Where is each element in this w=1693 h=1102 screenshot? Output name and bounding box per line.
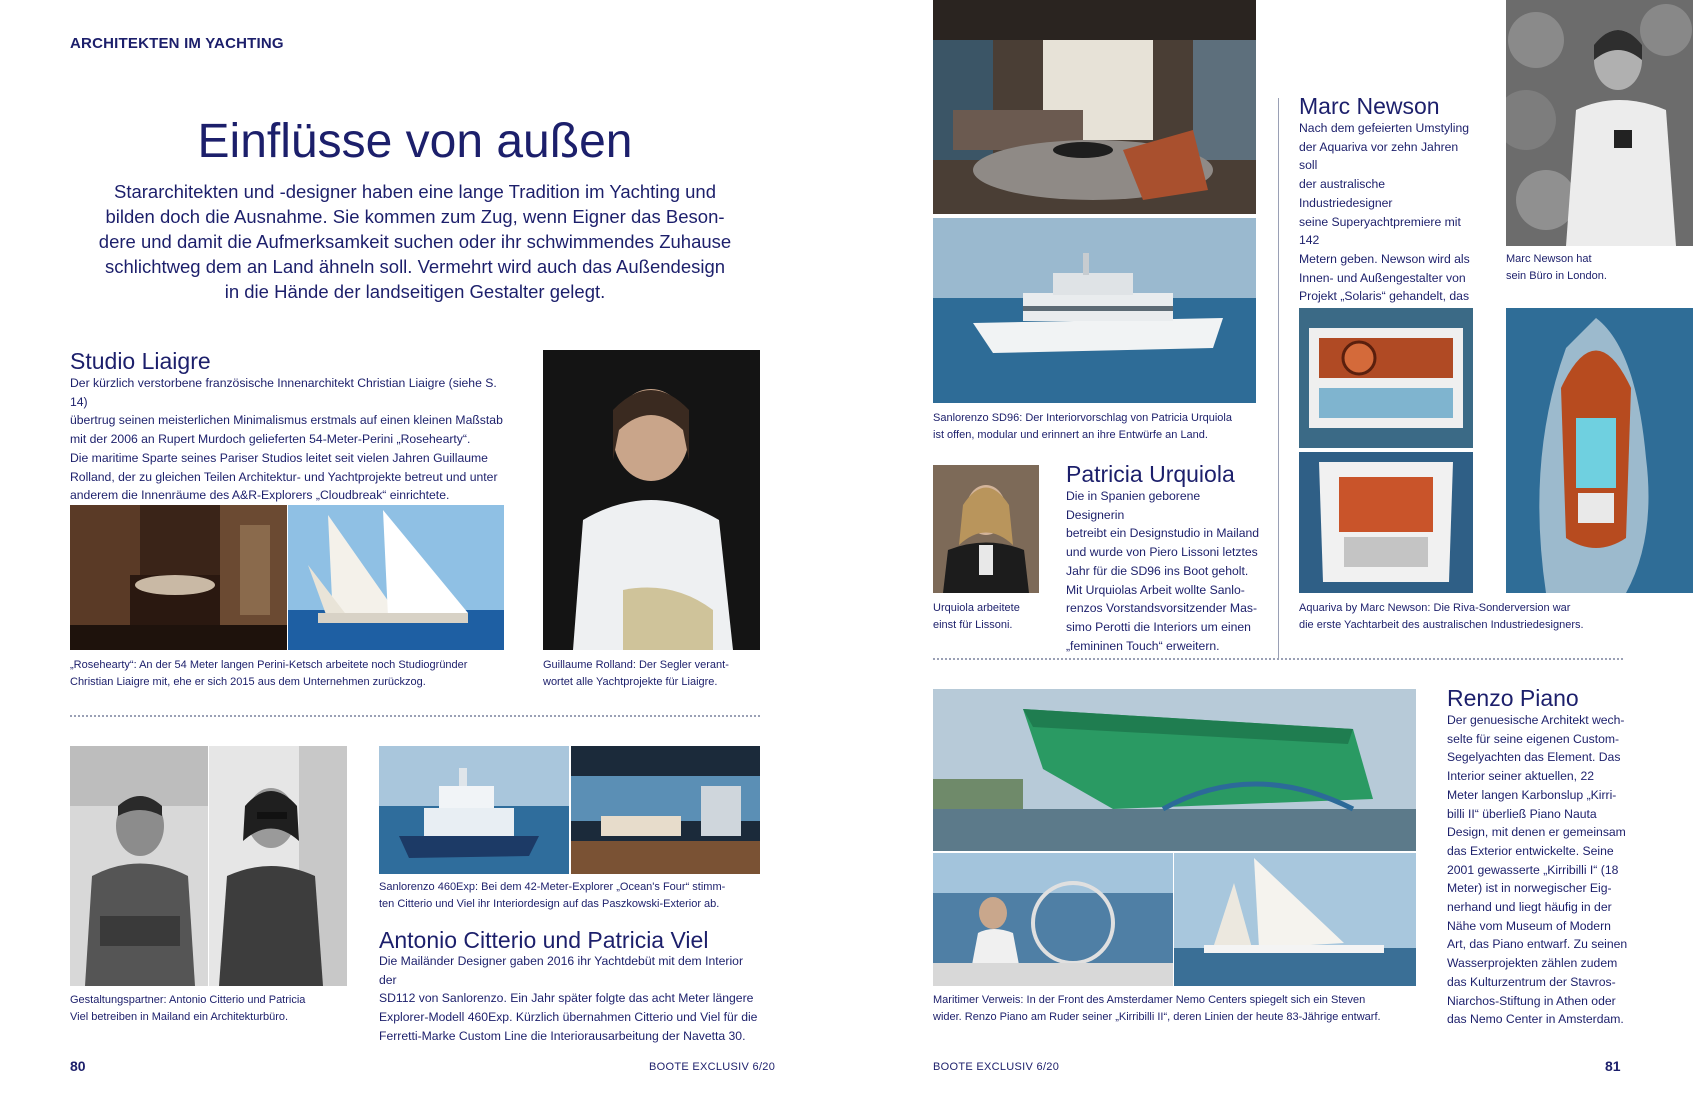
lead-line: in die Hände der landseitigen Gestalter gelegt. bbox=[224, 281, 606, 302]
caption-line: einst für Lissoni. bbox=[933, 619, 1013, 631]
rosehearty-caption bbox=[70, 657, 510, 691]
section-kicker: ARCHITEKTEN IM YACHTING bbox=[70, 35, 284, 52]
lead-line: schlichtweg dem an Land ähneln soll. Vermehrt wird auch das Außendesign bbox=[104, 256, 726, 277]
aquariva-caption bbox=[1299, 600, 1693, 634]
text-line: das Kulturzentrum der Stavros- bbox=[1447, 974, 1616, 989]
rosehearty-interior-photo bbox=[70, 505, 287, 650]
caption-line: die erste Yachtarbeit des australischen Industriedesigners. bbox=[1299, 619, 1584, 631]
caption-line: wortet alle Yachtprojekte für Liaigre. bbox=[543, 676, 718, 688]
text-line: nerhand und liegt häufig in der bbox=[1447, 900, 1612, 915]
text-line: Wasserprojekten zählen zudem bbox=[1447, 956, 1618, 971]
text-line: Interior seiner aktuellen, 22 bbox=[1447, 769, 1595, 784]
rosehearty-sailing-photo bbox=[288, 505, 504, 650]
text-line: Innen- und Außengestalter von bbox=[1299, 270, 1466, 285]
ocean-s-four-exterior-photo bbox=[379, 746, 569, 874]
text-line: Die Mailänder Designer gaben 2016 ihr Yachtdebüt mit dem Interior der bbox=[379, 954, 744, 987]
text-line: Design, mit denen er gemeinsam bbox=[1447, 825, 1626, 840]
text-line: der australische Industriedesigner bbox=[1299, 177, 1393, 210]
text-line: Die maritime Sparte seines Pariser Studios leitet seit vielen Jahren Guillaume bbox=[70, 450, 488, 465]
nemo-caption bbox=[933, 992, 1423, 1026]
piano-heading: Renzo Piano bbox=[1447, 685, 1579, 711]
text-line: SD112 von Sanlorenzo. Ein Jahr später folgte das acht Meter längere bbox=[379, 991, 754, 1006]
text-line: Meter) ist in norwegischer Eig- bbox=[1447, 881, 1612, 896]
caption-line: Christian Liaigre mit, ehe er sich 2015 aus dem Unternehmen zurückzog. bbox=[70, 676, 426, 688]
text-line: Jahr für die SD96 ins Boot geholt. bbox=[1066, 563, 1249, 578]
caption-line: Urquiola arbeitete bbox=[933, 602, 1020, 614]
patricia-viel-portrait bbox=[209, 746, 347, 986]
text-line: Explorer-Modell 460Exp. Kürzlich übernahmen Citterio und Viel für die bbox=[379, 1010, 758, 1025]
text-line: Ferretti-Marke Custom Line die Interiorausarbeitung der Navetta 30. bbox=[379, 1028, 746, 1043]
lead-line: Stararchitekten und -designer haben eine lange Tradition im Yachting und bbox=[114, 181, 716, 202]
page-number-right: 81 bbox=[1605, 1058, 1621, 1074]
text-line: Niarchos-Stiftung in Athen oder bbox=[1447, 993, 1616, 1008]
page-title: Einflüsse von außen bbox=[197, 115, 633, 168]
caption-line: Viel betreiben in Mailand ein Architekturbüro. bbox=[70, 1011, 289, 1023]
urquiola-heading: Patricia Urquiola bbox=[1066, 461, 1235, 487]
caption-line: Marc Newson hat bbox=[1506, 253, 1592, 265]
magazine-footer-left: BOOTE EXCLUSIV 6/20 bbox=[649, 1061, 776, 1073]
aquariva-cockpit-photo bbox=[1299, 308, 1473, 448]
citterio-viel-caption bbox=[70, 992, 360, 1026]
text-line: übertrug seinen meisterlichen Minimalismus erstmals auf einen kleinen Maßstab bbox=[70, 413, 503, 428]
section-divider-right bbox=[933, 658, 1623, 660]
text-line: simo Perotti die Interiors um einen bbox=[1066, 619, 1251, 634]
urquiola-text bbox=[1066, 487, 1261, 655]
urquiola-portrait-caption bbox=[933, 600, 1043, 634]
caption-line: Sanlorenzo 460Exp: Bei dem 42-Meter-Explorer „Ocean's Four“ stimm- bbox=[379, 881, 726, 893]
text-line: selte für seine eigenen Custom- bbox=[1447, 731, 1620, 746]
page-number-left: 80 bbox=[70, 1058, 86, 1074]
lead-line: bilden doch die Ausnahme. Sie kommen zum Zug, wenn Eigner das Beson- bbox=[105, 206, 725, 227]
column-rule bbox=[1278, 98, 1279, 660]
sd96-exterior-photo bbox=[933, 218, 1256, 403]
text-line: Segelyachten das Element. Das bbox=[1447, 750, 1621, 765]
text-line: billi II“ überließ Piano Nauta bbox=[1447, 806, 1597, 821]
text-line: 2001 gewasserte „Kirribilli I“ (18 bbox=[1447, 862, 1619, 877]
text-line: renzos Vorstandsvorsitzender Mas- bbox=[1066, 601, 1258, 616]
newson-portrait-caption bbox=[1506, 251, 1693, 285]
text-line: das Nemo Center in Amsterdam. bbox=[1447, 1012, 1624, 1027]
text-line: Metern geben. Newson wird als bbox=[1299, 251, 1470, 266]
caption-line: Sanlorenzo SD96: Der Interiorvorschlag von Patricia Urquiola bbox=[933, 412, 1232, 424]
sd96-caption bbox=[933, 410, 1256, 444]
caption-line: sein Büro in London. bbox=[1506, 270, 1607, 282]
citterio-text bbox=[379, 952, 764, 1046]
caption-line: Gestaltungspartner: Antonio Citterio und Patricia bbox=[70, 994, 306, 1006]
caption-line: ist offen, modular und erinnert an ihre Entwürfe an Land. bbox=[933, 429, 1208, 441]
liaigre-heading: Studio Liaigre bbox=[70, 348, 211, 374]
ocean-s-four-interior-photo bbox=[571, 746, 760, 874]
text-line: Nähe vom Museum of Modern bbox=[1447, 918, 1611, 933]
text-line: Art, das Piano entwarf. Zu seinen bbox=[1447, 937, 1628, 952]
text-line: anderem die Innenräume des A&R-Explorers „Cloudbreak“ einrichtete. bbox=[70, 488, 450, 503]
text-line: Meter langen Karbonslup „Kirri- bbox=[1447, 787, 1617, 802]
caption-line: Aquariva by Marc Newson: Die Riva-Sonderversion war bbox=[1299, 602, 1571, 614]
text-line: und wurde von Piero Lissoni letztes bbox=[1066, 545, 1258, 560]
text-line: Nach dem gefeierten Umstyling bbox=[1299, 121, 1470, 135]
caption-line: wider. Renzo Piano am Ruder seiner „Kirribilli II“, deren Linien der heute 83-Jährige entwarf. bbox=[933, 1011, 1381, 1023]
text-line: „femininen Touch“ erweitern. bbox=[1066, 638, 1220, 653]
antonio-citterio-portrait bbox=[70, 746, 208, 986]
guillaume-rolland-portrait bbox=[543, 350, 760, 650]
text-line: Die in Spanien geborene Designerin bbox=[1066, 489, 1201, 522]
text-line: das Exterior entwickelte. Seine bbox=[1447, 843, 1614, 858]
patricia-urquiola-portrait bbox=[933, 465, 1039, 593]
lead-line: dere und damit die Aufmerksamkeit suchen oder ihr schwimmendes Zuhause bbox=[98, 231, 732, 252]
text-line: der Aquariva vor zehn Jahren soll bbox=[1299, 139, 1459, 173]
nemo-center-photo bbox=[933, 689, 1416, 851]
newson-heading: Marc Newson bbox=[1299, 93, 1440, 119]
rolland-caption bbox=[543, 657, 760, 691]
text-line: Rolland, der zu gleichen Teilen Architektur- und Yachtprojekte betreut und unter bbox=[70, 469, 498, 484]
sd96-interior-photo bbox=[933, 0, 1256, 214]
aquariva-aerial-photo bbox=[1506, 308, 1693, 593]
ocean-s-four-caption bbox=[379, 879, 760, 913]
citterio-heading: Antonio Citterio und Patricia Viel bbox=[379, 927, 709, 953]
liaigre-text bbox=[70, 374, 510, 505]
magazine-footer-right: BOOTE EXCLUSIV 6/20 bbox=[933, 1061, 1060, 1073]
renzo-piano-helm-photo bbox=[933, 853, 1173, 986]
aquariva-deck-photo bbox=[1299, 452, 1473, 593]
caption-line: ten Citterio und Viel ihr Interiordesign auf das Paszkowski-Exterior ab. bbox=[379, 898, 720, 910]
text-line: Projekt „Solaris“ gehandelt, das bbox=[1299, 289, 1470, 304]
text-line: Mit Urquiolas Arbeit wollte Sanlo- bbox=[1066, 582, 1245, 597]
text-line: Der kürzlich verstorbene französische Innenarchitekt Christian Liaigre (siehe S. 14) bbox=[70, 376, 497, 409]
caption-line: „Rosehearty“: An der 54 Meter langen Perini-Ketsch arbeitete noch Studiogründer bbox=[70, 659, 468, 671]
lead-paragraph bbox=[70, 179, 760, 304]
marc-newson-portrait bbox=[1506, 0, 1693, 246]
caption-line: Maritimer Verweis: In der Front des Amsterdamer Nemo Centers spiegelt sich ein Steven bbox=[933, 994, 1366, 1006]
kirribilli-sailing-photo bbox=[1174, 853, 1416, 986]
section-divider bbox=[70, 715, 760, 717]
text-line: Der genuesische Architekt wech- bbox=[1447, 713, 1625, 727]
text-line: seine Superyachtpremiere mit 142 bbox=[1299, 214, 1461, 248]
text-line: betreibt ein Designstudio in Mailand bbox=[1066, 526, 1260, 541]
text-line: mit der 2006 an Rupert Murdoch gelieferten 54-Meter-Perini „Rosehearty“. bbox=[70, 432, 471, 447]
piano-text bbox=[1447, 711, 1632, 1029]
caption-line: Guillaume Rolland: Der Segler verant- bbox=[543, 659, 729, 671]
